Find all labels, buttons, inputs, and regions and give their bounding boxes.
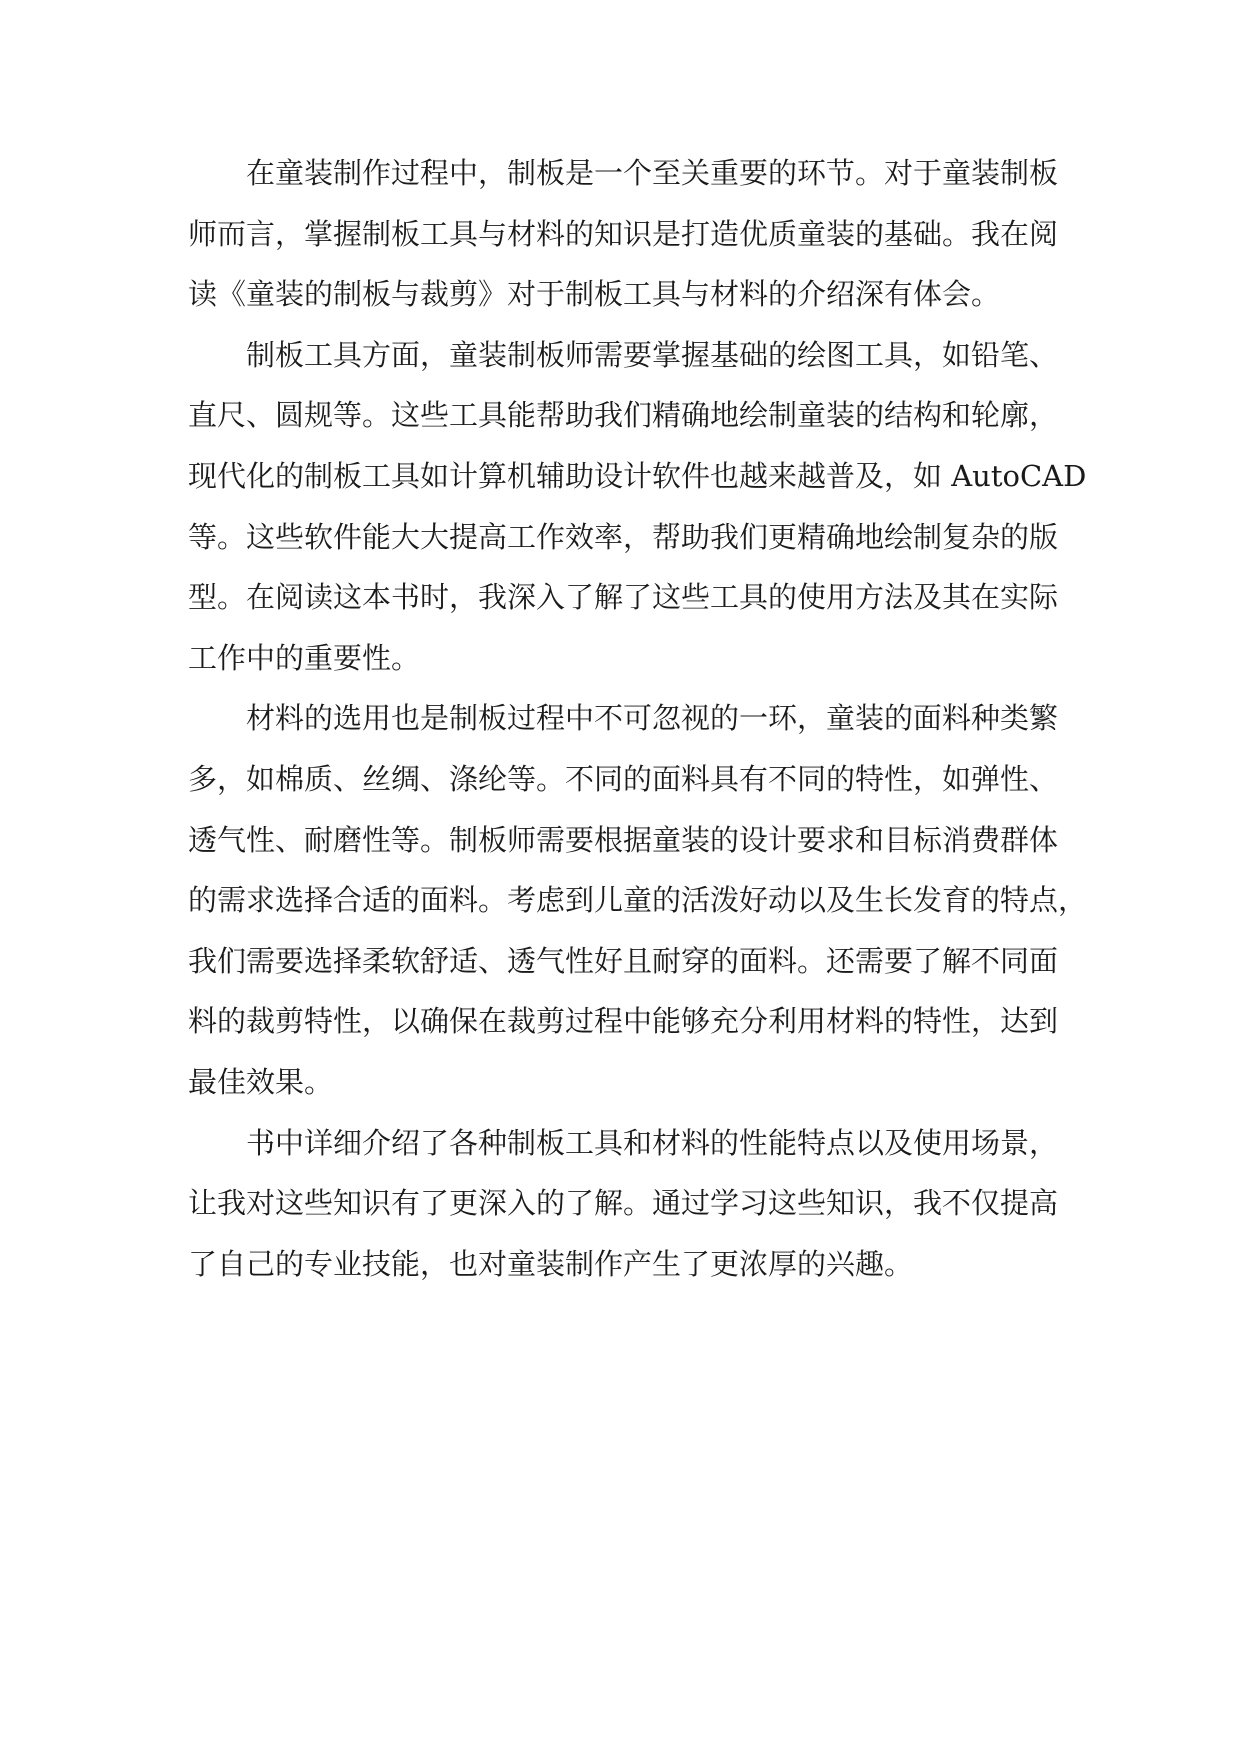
paragraph-1	[188, 143, 1059, 325]
paragraph-3	[188, 688, 1088, 1112]
paragraph-2	[188, 325, 1087, 689]
text-line: 最佳效果。	[188, 1064, 334, 1099]
text-line: 我们需要选择柔软舒适、透气性好且耐穿的面料。还需要了解不同面	[188, 943, 1059, 978]
document-body	[188, 143, 1088, 1294]
text-line: 透气性、耐磨性等。制板师需要根据童装的设计要求和目标消费群体	[188, 822, 1059, 857]
text-line: 材料的选用也是制板过程中不可忽视的一环，童装的面料种类繁	[246, 701, 1059, 736]
text-line: 书中详细介绍了各种制板工具和材料的性能特点以及使用场景，	[246, 1125, 1059, 1160]
text-line: 的需求选择合适的面料。考虑到儿童的活泼好动以及生长发育的特点，	[188, 883, 1088, 918]
paragraph-4	[188, 1113, 1059, 1295]
text-line: 等。这些软件能大大提高工作效率，帮助我们更精确地绘制复杂的版	[188, 519, 1059, 554]
text-line: 工作中的重要性。	[188, 640, 421, 675]
text-line: 制板工具方面，童装制板师需要掌握基础的绘图工具，如铅笔、	[246, 337, 1059, 372]
text-line: 让我对这些知识有了更深入的了解。通过学习这些知识，我不仅提高	[188, 1186, 1059, 1221]
text-line: 多，如棉质、丝绸、涤纶等。不同的面料具有不同的特性，如弹性、	[188, 761, 1059, 796]
text-line: 读《童装的制板与裁剪》对于制板工具与材料的介绍深有体会。	[188, 277, 1001, 312]
text-line: 在童装制作过程中，制板是一个至关重要的环节。对于童装制板	[246, 156, 1059, 190]
text-line: 现代化的制板工具如计算机辅助设计软件也越来越普及，如 AutoCAD	[188, 458, 1087, 493]
text-line: 直尺、圆规等。这些工具能帮助我们精确地绘制童装的结构和轮廓，	[188, 398, 1059, 433]
text-line: 了自己的专业技能，也对童装制作产生了更浓厚的兴趣。	[188, 1246, 914, 1281]
text-line: 料的裁剪特性，以确保在裁剪过程中能够充分利用材料的特性，达到	[188, 1004, 1059, 1039]
text-line: 型。在阅读这本书时，我深入了解了这些工具的使用方法及其在实际	[188, 580, 1059, 615]
text-line: 师而言，掌握制板工具与材料的知识是打造优质童装的基础。我在阅	[188, 216, 1059, 251]
